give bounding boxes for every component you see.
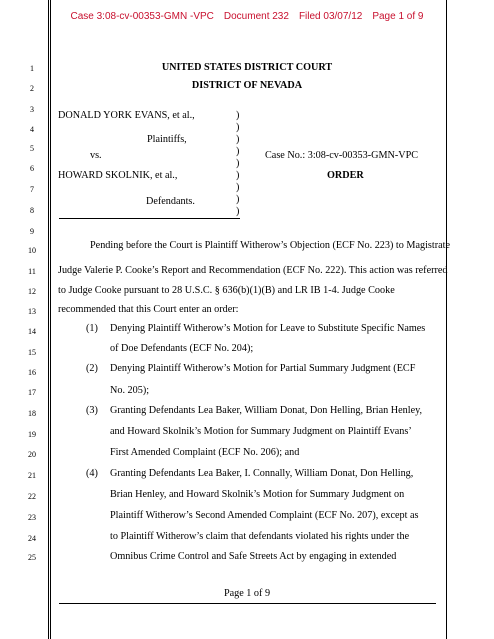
header-page: Page 1 of 9 — [372, 11, 424, 22]
list-item-line: Plaintiff Witherow’s Second Amended Complaint (ECF No. 207), except as — [110, 510, 419, 521]
caption-paren: ) — [236, 134, 240, 145]
line-number: 1 — [30, 64, 34, 73]
caption-paren: ) — [236, 170, 240, 181]
document-type: ORDER — [327, 170, 364, 181]
versus: vs. — [90, 150, 102, 161]
caption-paren: ) — [236, 122, 240, 133]
list-item-line: Denying Plaintiff Witherow’s Motion for Partial Summary Judgment (ECF — [110, 363, 416, 374]
list-item-line: Granting Defendants Lea Baker, William Donat, Don Helling, Brian Henley, — [110, 405, 423, 416]
caption-paren: ) — [236, 182, 240, 193]
line-number: 13 — [28, 307, 36, 316]
line-number: 20 — [28, 450, 36, 459]
line-number: 5 — [30, 144, 34, 153]
court-title: UNITED STATES DISTRICT COURT — [161, 62, 333, 73]
line-number: 24 — [28, 534, 36, 543]
right-margin-rule — [446, 0, 447, 639]
line-number: 7 — [30, 185, 34, 194]
page-footer: Page 1 of 9 — [223, 588, 271, 599]
line-number: 18 — [28, 409, 36, 418]
list-item-line: and Howard Skolnik’s Motion for Summary Judgment on Plaintiff Evans’ — [110, 426, 412, 437]
list-item-line: of Doe Defendants (ECF No. 204); — [110, 343, 254, 354]
line-number: 4 — [30, 125, 34, 134]
defendant-role: Defendants. — [146, 196, 195, 207]
line-number: 19 — [28, 430, 36, 439]
list-item-line: to Plaintiff Witherow’s claim that defendants violated his rights under the — [110, 531, 410, 542]
line-number: 16 — [28, 368, 36, 377]
list-item-number: (3) — [86, 405, 98, 416]
court-district: DISTRICT OF NEVADA — [191, 80, 303, 91]
footer-rule — [59, 603, 436, 604]
list-item-line: No. 205); — [110, 385, 150, 396]
line-number: 17 — [28, 388, 36, 397]
body-line: recommended that this Court enter an order: — [58, 304, 239, 315]
left-margin-rule-outer — [48, 0, 49, 639]
line-number: 15 — [28, 348, 36, 357]
body-line: to Judge Cooke pursuant to 28 U.S.C. § 636(b)(1)(B) and LR IB 1-4. Judge Cooke — [58, 285, 395, 296]
caption-paren: ) — [236, 206, 240, 217]
line-number: 23 — [28, 513, 36, 522]
line-number: 14 — [28, 327, 36, 336]
header-document: Document 232 — [223, 11, 289, 22]
caption-paren: ) — [236, 194, 240, 205]
caption-paren: ) — [236, 110, 240, 121]
list-item-number: (2) — [86, 363, 98, 374]
list-item-number: (4) — [86, 468, 98, 479]
body-line: Pending before the Court is Plaintiff Witherow’s Objection (ECF No. 223) to Magistrate — [90, 240, 450, 251]
line-number: 12 — [28, 287, 36, 296]
plaintiff-name: DONALD YORK EVANS, et al., — [58, 110, 195, 121]
line-number: 25 — [28, 553, 36, 562]
left-margin-rule-inner — [50, 0, 51, 639]
line-number: 21 — [28, 471, 36, 480]
plaintiff-role: Plaintiffs, — [147, 134, 187, 145]
list-item-line: Brian Henley, and Howard Skolnik’s Motion for Summary Judgment on — [110, 489, 405, 500]
case-number: Case No.: 3:08-cv-00353-GMN-VPC — [265, 150, 419, 161]
body-line: Judge Valerie P. Cooke’s Report and Recommendation (ECF No. 222). This action was referred — [58, 265, 448, 276]
ecf-header — [0, 11, 494, 22]
list-item-line: Denying Plaintiff Witherow’s Motion for Leave to Substitute Specific Names — [110, 323, 426, 334]
list-item-line: First Amended Complaint (ECF No. 206); and — [110, 447, 300, 458]
line-number: 2 — [30, 84, 34, 93]
line-number: 11 — [28, 267, 36, 276]
line-number: 10 — [28, 246, 36, 255]
caption-rule — [59, 218, 240, 219]
defendant-name: HOWARD SKOLNIK, et al., — [58, 170, 178, 181]
line-number: 6 — [30, 164, 34, 173]
caption-paren: ) — [236, 146, 240, 157]
list-item-line: Granting Defendants Lea Baker, I. Connally, William Donat, Don Helling, — [110, 468, 414, 479]
line-number: 8 — [30, 206, 34, 215]
list-item-line: Omnibus Crime Control and Safe Streets Act by engaging in extended — [110, 551, 397, 562]
list-item-number: (1) — [86, 323, 98, 334]
line-number: 22 — [28, 492, 36, 501]
line-number: 9 — [30, 227, 34, 236]
header-filed: Filed 03/07/12 — [298, 11, 363, 22]
line-number: 3 — [30, 105, 34, 114]
header-case: Case 3:08-cv-00353-GMN -VPC — [70, 11, 214, 22]
caption-paren: ) — [236, 158, 240, 169]
